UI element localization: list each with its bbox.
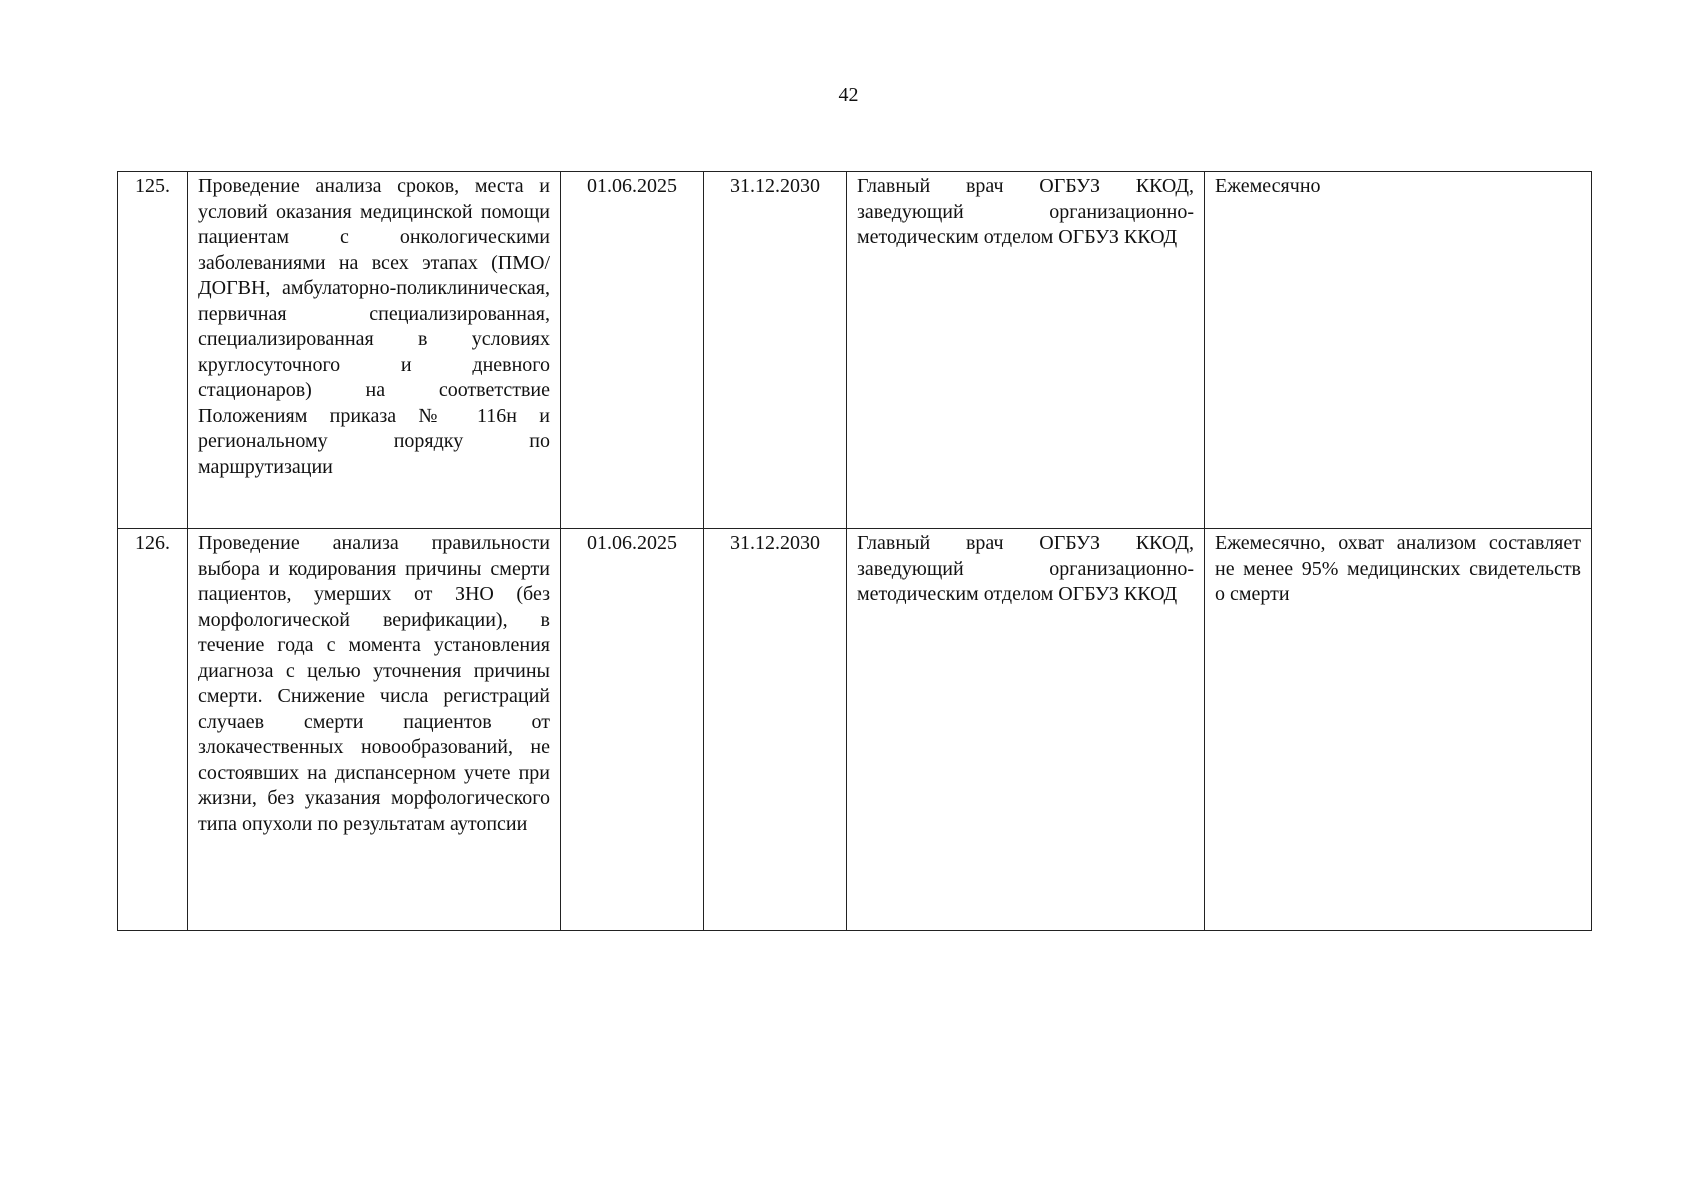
responsible-person: Главный врач ОГБУЗ ККОД, заведующий организационно-методическим отделом ОГБУЗ ККОД	[847, 529, 1205, 931]
table-row	[118, 529, 1592, 931]
row-number: 126.	[118, 529, 188, 931]
row-number: 125.	[118, 172, 188, 529]
measure-description: Проведение анализа сроков, места и условий оказания медицинской помощи пациентам с онкологическими заболеваниями на всех этапах (ПМО/ДОГВН, амбулаторно-поликлиническая, первичная специализированная, специализированная в условиях круглосуточного и дневного стационаров) на соответствие Положениям приказа № 116н и региональному порядку по маршрутизации	[188, 172, 561, 529]
frequency: Ежемесячно, охват анализом составляет не менее 95% медицинских свидетельств о смерти	[1205, 529, 1592, 931]
responsible-person: Главный врач ОГБУЗ ККОД, заведующий организационно-методическим отделом ОГБУЗ ККОД	[847, 172, 1205, 529]
measure-description: Проведение анализа правильности выбора и кодирования причины смерти пациентов, умерших от ЗНО (без морфологической верификации), в течение года с момента установления диагноза с целью уточнения причины смерти. Снижение числа регистраций случаев смерти пациентов от злокачественных новообразований, не состоявших на диспансерном учете при жизни, без указания морфологического типа опухоли по результатам аутопсии	[188, 529, 561, 931]
start-date: 01.06.2025	[561, 529, 704, 931]
start-date: 01.06.2025	[561, 172, 704, 529]
end-date: 31.12.2030	[704, 529, 847, 931]
page-number: 42	[838, 84, 859, 106]
frequency: Ежемесячно	[1205, 172, 1592, 529]
end-date: 31.12.2030	[704, 172, 847, 529]
measures-table	[117, 171, 1592, 931]
table-row	[118, 172, 1592, 529]
